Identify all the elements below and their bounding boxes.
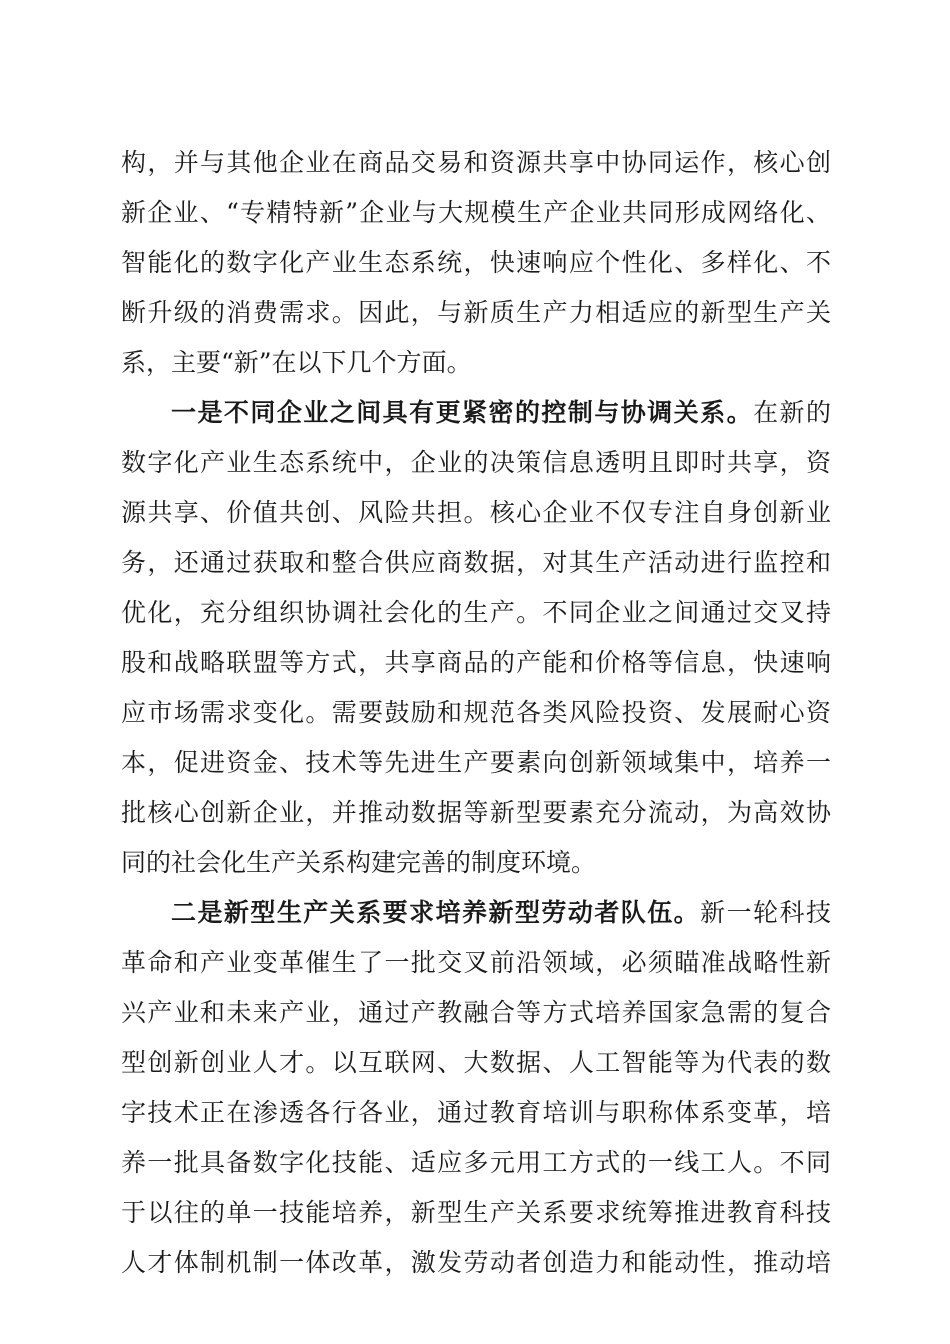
text-line: 人才体制机制一体改革，激发劳动者创造力和能动性，推动培 — [121, 1248, 831, 1277]
text-line: 于以往的单一技能培养，新型生产关系要求统筹推进教育科技 — [121, 1198, 831, 1227]
text-line: 型创新创业人才。以互联网、大数据、人工智能等为代表的数 — [121, 1048, 831, 1077]
text-line: 优化，充分组织协调社会化的生产。不同企业之间通过交叉持 — [121, 598, 831, 627]
text-line: 同的社会化生产关系构建完善的制度环境。 — [121, 848, 597, 877]
text-line: 革命和产业变革催生了一批交叉前沿领域，必须瞄准战略性新 — [121, 948, 831, 977]
paragraph-heading-line: 一是不同企业之间具有更紧密的控制与协调关系。在新的 — [171, 398, 831, 427]
text-line: 批核心创新企业，并推动数据等新型要素充分流动，为高效协 — [121, 798, 831, 827]
text-line: 养一批具备数字化技能、适应多元用工方式的一线工人。不同 — [121, 1148, 831, 1177]
paragraph-heading-line: 二是新型生产关系要求培养新型劳动者队伍。新一轮科技 — [171, 898, 831, 927]
text-line: 本，促进资金、技术等先进生产要素向创新领域集中，培养一 — [121, 748, 831, 777]
text-line: 字技术正在渗透各行各业，通过教育培训与职称体系变革，培 — [121, 1098, 831, 1127]
text-line: 源共享、价值共创、风险共担。核心企业不仅专注自身创新业 — [121, 498, 831, 527]
text-line: 兴产业和未来产业，通过产教融合等方式培养国家急需的复合 — [121, 998, 831, 1027]
paragraph-heading: 二是新型生产关系要求培养新型劳动者队伍。 — [171, 898, 701, 927]
text-line: 构，并与其他企业在商品交易和资源共享中协同运作，核心创 — [121, 148, 831, 177]
text-line: 应市场需求变化。需要鼓励和规范各类风险投资、发展耐心资 — [121, 698, 831, 727]
paragraph-heading: 一是不同企业之间具有更紧密的控制与协调关系。 — [171, 398, 754, 427]
text-line: 股和战略联盟等方式，共享商品的产能和价格等信息，快速响 — [121, 648, 831, 677]
text-line: 新企业、“专精特新”企业与大规模生产企业共同形成网络化、 — [121, 198, 831, 227]
text-line: 数字化产业生态系统中，企业的决策信息透明且即时共享，资 — [121, 448, 831, 477]
text-line: 智能化的数字化产业生态系统，快速响应个性化、多样化、不 — [121, 248, 831, 277]
text-line: 断升级的消费需求。因此，与新质生产力相适应的新型生产关 — [121, 298, 831, 327]
text-line: 务，还通过获取和整合供应商数据，对其生产活动进行监控和 — [121, 548, 831, 577]
text-line: 系，主要“新”在以下几个方面。 — [121, 348, 472, 377]
